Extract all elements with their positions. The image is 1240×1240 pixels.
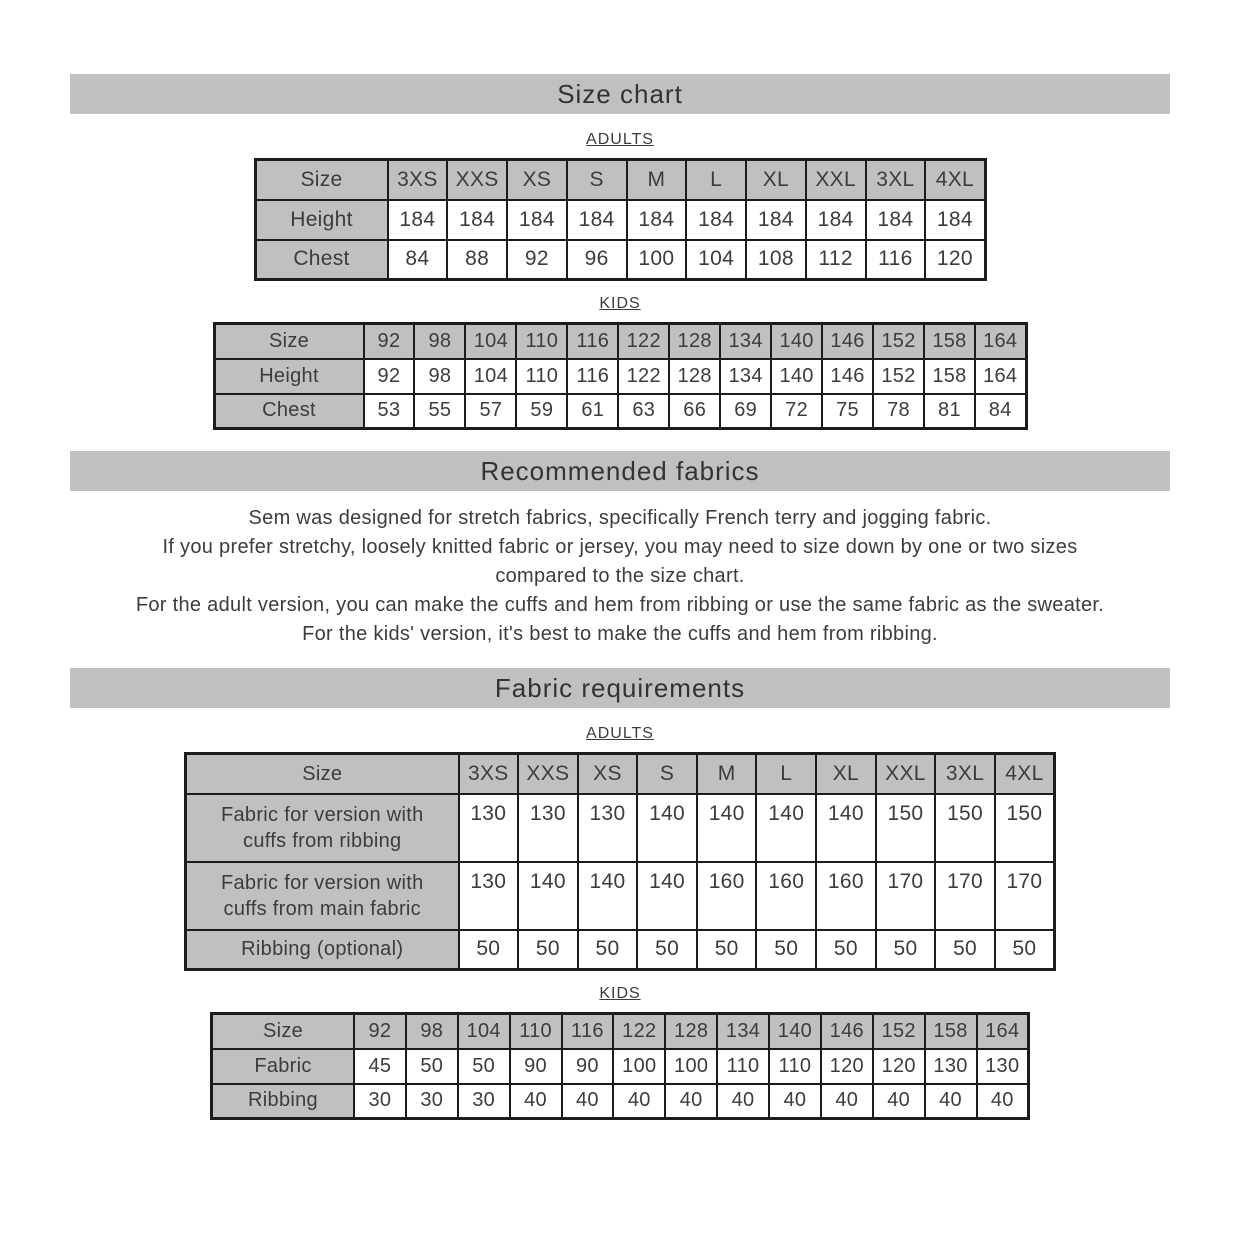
fabric-requirements-kids-label: KIDS bbox=[599, 985, 641, 1002]
table-row bbox=[255, 240, 985, 280]
column-header-cell: XXS bbox=[447, 160, 507, 200]
data-cell: 146 bbox=[822, 359, 873, 394]
column-header-cell: L bbox=[756, 754, 816, 794]
data-cell: 164 bbox=[975, 359, 1026, 394]
data-cell: 90 bbox=[562, 1049, 614, 1084]
data-cell: 50 bbox=[406, 1049, 458, 1084]
data-cell: 40 bbox=[665, 1084, 717, 1119]
column-header-cell: 116 bbox=[567, 324, 618, 359]
row-label-cell: Fabric for version with cuffs from ribbing bbox=[186, 794, 459, 862]
data-cell: 75 bbox=[822, 394, 873, 429]
data-cell: 104 bbox=[465, 359, 516, 394]
fabric-requirements-kids-table bbox=[210, 1012, 1030, 1120]
size-chart-adults-label: ADULTS bbox=[586, 131, 654, 148]
column-header-cell: 146 bbox=[822, 324, 873, 359]
column-header-cell: XXL bbox=[806, 160, 866, 200]
data-cell: 50 bbox=[459, 930, 519, 970]
data-cell: 40 bbox=[613, 1084, 665, 1119]
data-cell: 66 bbox=[669, 394, 720, 429]
column-header-cell: M bbox=[627, 160, 687, 200]
row-label-cell: Fabric bbox=[212, 1049, 355, 1084]
data-cell: 120 bbox=[873, 1049, 925, 1084]
data-cell: 69 bbox=[720, 394, 771, 429]
data-cell: 50 bbox=[995, 930, 1055, 970]
data-cell: 40 bbox=[821, 1084, 873, 1119]
data-cell: 184 bbox=[746, 200, 806, 240]
column-header-cell: 164 bbox=[975, 324, 1026, 359]
table-row bbox=[186, 930, 1055, 970]
data-cell: 53 bbox=[364, 394, 415, 429]
column-header-cell: 128 bbox=[669, 324, 720, 359]
column-header-cell: 110 bbox=[510, 1014, 562, 1049]
recommended-fabrics-text bbox=[0, 504, 1240, 649]
data-cell: 130 bbox=[925, 1049, 977, 1084]
corner-header-cell: Size bbox=[186, 754, 459, 794]
data-cell: 84 bbox=[388, 240, 448, 280]
data-cell: 158 bbox=[924, 359, 975, 394]
data-cell: 160 bbox=[816, 862, 876, 930]
data-cell: 40 bbox=[510, 1084, 562, 1119]
data-cell: 50 bbox=[816, 930, 876, 970]
column-header-cell: XL bbox=[746, 160, 806, 200]
data-cell: 110 bbox=[516, 359, 567, 394]
data-cell: 50 bbox=[637, 930, 697, 970]
size-chart-kids-label: KIDS bbox=[599, 295, 641, 312]
table-row bbox=[186, 794, 1055, 862]
fabric-requirements-section-header bbox=[70, 668, 1170, 708]
column-header-cell: 98 bbox=[406, 1014, 458, 1049]
column-header-cell: XS bbox=[578, 754, 638, 794]
fabric-requirements-adults-label: ADULTS bbox=[586, 725, 654, 742]
data-cell: 184 bbox=[507, 200, 567, 240]
column-header-cell: S bbox=[567, 160, 627, 200]
recommended-fabrics-title: Recommended fabrics bbox=[480, 455, 760, 486]
size-chart-kids-table bbox=[213, 322, 1028, 430]
data-cell: 50 bbox=[458, 1049, 510, 1084]
data-cell: 130 bbox=[977, 1049, 1029, 1084]
data-cell: 184 bbox=[866, 200, 926, 240]
column-header-cell: 152 bbox=[873, 324, 924, 359]
data-cell: 88 bbox=[447, 240, 507, 280]
recommended-fabrics-text-line: Sem was designed for stretch fabrics, specifically French terry and jogging fabric. bbox=[248, 507, 992, 529]
data-cell: 116 bbox=[567, 359, 618, 394]
data-cell: 40 bbox=[925, 1084, 977, 1119]
data-cell: 120 bbox=[821, 1049, 873, 1084]
column-header-cell: 92 bbox=[354, 1014, 406, 1049]
table-row bbox=[212, 1049, 1029, 1084]
data-cell: 50 bbox=[578, 930, 638, 970]
row-label-cell: Ribbing bbox=[212, 1084, 355, 1119]
data-cell: 40 bbox=[769, 1084, 821, 1119]
data-cell: 30 bbox=[458, 1084, 510, 1119]
data-cell: 40 bbox=[977, 1084, 1029, 1119]
data-cell: 50 bbox=[935, 930, 995, 970]
data-cell: 130 bbox=[459, 862, 519, 930]
recommended-fabrics-text-line: If you prefer stretchy, loosely knitted fabric or jersey, you may need to size down by one or two sizes bbox=[162, 536, 1078, 558]
data-cell: 63 bbox=[618, 394, 669, 429]
table-header-row bbox=[255, 160, 985, 200]
size-chart-section-header bbox=[70, 74, 1170, 114]
column-header-cell: 158 bbox=[924, 324, 975, 359]
data-cell: 184 bbox=[806, 200, 866, 240]
data-cell: 140 bbox=[578, 862, 638, 930]
column-header-cell: 3XL bbox=[935, 754, 995, 794]
data-cell: 170 bbox=[935, 862, 995, 930]
row-label-cell: Ribbing (optional) bbox=[186, 930, 459, 970]
data-cell: 110 bbox=[717, 1049, 769, 1084]
data-cell: 184 bbox=[686, 200, 746, 240]
data-cell: 128 bbox=[669, 359, 720, 394]
data-cell: 150 bbox=[935, 794, 995, 862]
table-header-row bbox=[212, 1014, 1029, 1049]
column-header-cell: 98 bbox=[414, 324, 465, 359]
column-header-cell: XS bbox=[507, 160, 567, 200]
data-cell: 50 bbox=[756, 930, 816, 970]
data-cell: 90 bbox=[510, 1049, 562, 1084]
data-cell: 98 bbox=[414, 359, 465, 394]
column-header-cell: 146 bbox=[821, 1014, 873, 1049]
data-cell: 184 bbox=[447, 200, 507, 240]
data-cell: 40 bbox=[873, 1084, 925, 1119]
table-row bbox=[186, 862, 1055, 930]
column-header-cell: 140 bbox=[769, 1014, 821, 1049]
data-cell: 140 bbox=[816, 794, 876, 862]
column-header-cell: 164 bbox=[977, 1014, 1029, 1049]
column-header-cell: 4XL bbox=[925, 160, 985, 200]
row-label-cell: Chest bbox=[214, 394, 364, 429]
column-header-cell: 110 bbox=[516, 324, 567, 359]
data-cell: 160 bbox=[697, 862, 757, 930]
column-header-cell: M bbox=[697, 754, 757, 794]
column-header-cell: L bbox=[686, 160, 746, 200]
recommended-fabrics-text-line: compared to the size chart. bbox=[495, 565, 745, 587]
data-cell: 61 bbox=[567, 394, 618, 429]
column-header-cell: 128 bbox=[665, 1014, 717, 1049]
data-cell: 122 bbox=[618, 359, 669, 394]
data-cell: 170 bbox=[995, 862, 1055, 930]
data-cell: 92 bbox=[507, 240, 567, 280]
row-label-cell: Fabric for version with cuffs from main fabric bbox=[186, 862, 459, 930]
data-cell: 140 bbox=[637, 862, 697, 930]
data-cell: 130 bbox=[578, 794, 638, 862]
data-cell: 130 bbox=[518, 794, 578, 862]
size-chart-title: Size chart bbox=[557, 78, 683, 109]
column-header-cell: 134 bbox=[717, 1014, 769, 1049]
column-header-cell: 92 bbox=[364, 324, 415, 359]
column-header-cell: 122 bbox=[618, 324, 669, 359]
column-header-cell: 104 bbox=[465, 324, 516, 359]
column-header-cell: 152 bbox=[873, 1014, 925, 1049]
data-cell: 160 bbox=[756, 862, 816, 930]
data-cell: 170 bbox=[876, 862, 936, 930]
recommended-fabrics-text-line: For the adult version, you can make the cuffs and hem from ribbing or use the same fabric as the sweater. bbox=[135, 594, 1105, 616]
data-cell: 96 bbox=[567, 240, 627, 280]
recommended-fabrics-section-header bbox=[70, 451, 1170, 491]
data-cell: 140 bbox=[771, 359, 822, 394]
data-cell: 140 bbox=[518, 862, 578, 930]
data-cell: 30 bbox=[406, 1084, 458, 1119]
data-cell: 78 bbox=[873, 394, 924, 429]
recommended-fabrics-text-line: For the kids' version, it's best to make the cuffs and hem from ribbing. bbox=[302, 623, 938, 645]
data-cell: 140 bbox=[637, 794, 697, 862]
data-cell: 30 bbox=[354, 1084, 406, 1119]
column-header-cell: 122 bbox=[613, 1014, 665, 1049]
data-cell: 120 bbox=[925, 240, 985, 280]
column-header-cell: S bbox=[637, 754, 697, 794]
table-row bbox=[212, 1084, 1029, 1119]
row-label-cell: Chest bbox=[255, 240, 388, 280]
data-cell: 184 bbox=[627, 200, 687, 240]
row-label-cell: Height bbox=[214, 359, 364, 394]
data-cell: 116 bbox=[866, 240, 926, 280]
column-header-cell: 3XS bbox=[388, 160, 448, 200]
data-cell: 134 bbox=[720, 359, 771, 394]
data-cell: 72 bbox=[771, 394, 822, 429]
table-row bbox=[214, 359, 1026, 394]
table-row bbox=[255, 200, 985, 240]
data-cell: 100 bbox=[665, 1049, 717, 1084]
data-cell: 40 bbox=[717, 1084, 769, 1119]
data-cell: 59 bbox=[516, 394, 567, 429]
column-header-cell: 3XS bbox=[459, 754, 519, 794]
data-cell: 45 bbox=[354, 1049, 406, 1084]
column-header-cell: 104 bbox=[458, 1014, 510, 1049]
column-header-cell: XXS bbox=[518, 754, 578, 794]
table-row bbox=[214, 394, 1026, 429]
column-header-cell: 158 bbox=[925, 1014, 977, 1049]
data-cell: 50 bbox=[518, 930, 578, 970]
data-cell: 110 bbox=[769, 1049, 821, 1084]
corner-header-cell: Size bbox=[214, 324, 364, 359]
table-header-row bbox=[214, 324, 1026, 359]
column-header-cell: XL bbox=[816, 754, 876, 794]
column-header-cell: 134 bbox=[720, 324, 771, 359]
data-cell: 84 bbox=[975, 394, 1026, 429]
table-header-row bbox=[186, 754, 1055, 794]
data-cell: 81 bbox=[924, 394, 975, 429]
data-cell: 57 bbox=[465, 394, 516, 429]
data-cell: 150 bbox=[995, 794, 1055, 862]
data-cell: 140 bbox=[697, 794, 757, 862]
data-cell: 140 bbox=[756, 794, 816, 862]
data-cell: 184 bbox=[925, 200, 985, 240]
fabric-requirements-adults-table bbox=[184, 752, 1056, 971]
data-cell: 100 bbox=[627, 240, 687, 280]
data-cell: 55 bbox=[414, 394, 465, 429]
data-cell: 108 bbox=[746, 240, 806, 280]
column-header-cell: 4XL bbox=[995, 754, 1055, 794]
data-cell: 92 bbox=[364, 359, 415, 394]
data-cell: 40 bbox=[562, 1084, 614, 1119]
data-cell: 100 bbox=[613, 1049, 665, 1084]
data-cell: 150 bbox=[876, 794, 936, 862]
data-cell: 112 bbox=[806, 240, 866, 280]
corner-header-cell: Size bbox=[212, 1014, 355, 1049]
data-cell: 184 bbox=[567, 200, 627, 240]
data-cell: 50 bbox=[697, 930, 757, 970]
data-cell: 104 bbox=[686, 240, 746, 280]
column-header-cell: 116 bbox=[562, 1014, 614, 1049]
data-cell: 184 bbox=[388, 200, 448, 240]
size-chart-adults-table bbox=[254, 158, 987, 281]
data-cell: 50 bbox=[876, 930, 936, 970]
fabric-requirements-title: Fabric requirements bbox=[494, 672, 746, 703]
column-header-cell: 140 bbox=[771, 324, 822, 359]
data-cell: 130 bbox=[459, 794, 519, 862]
row-label-cell: Height bbox=[255, 200, 388, 240]
corner-header-cell: Size bbox=[255, 160, 388, 200]
data-cell: 152 bbox=[873, 359, 924, 394]
column-header-cell: 3XL bbox=[866, 160, 926, 200]
column-header-cell: XXL bbox=[876, 754, 936, 794]
